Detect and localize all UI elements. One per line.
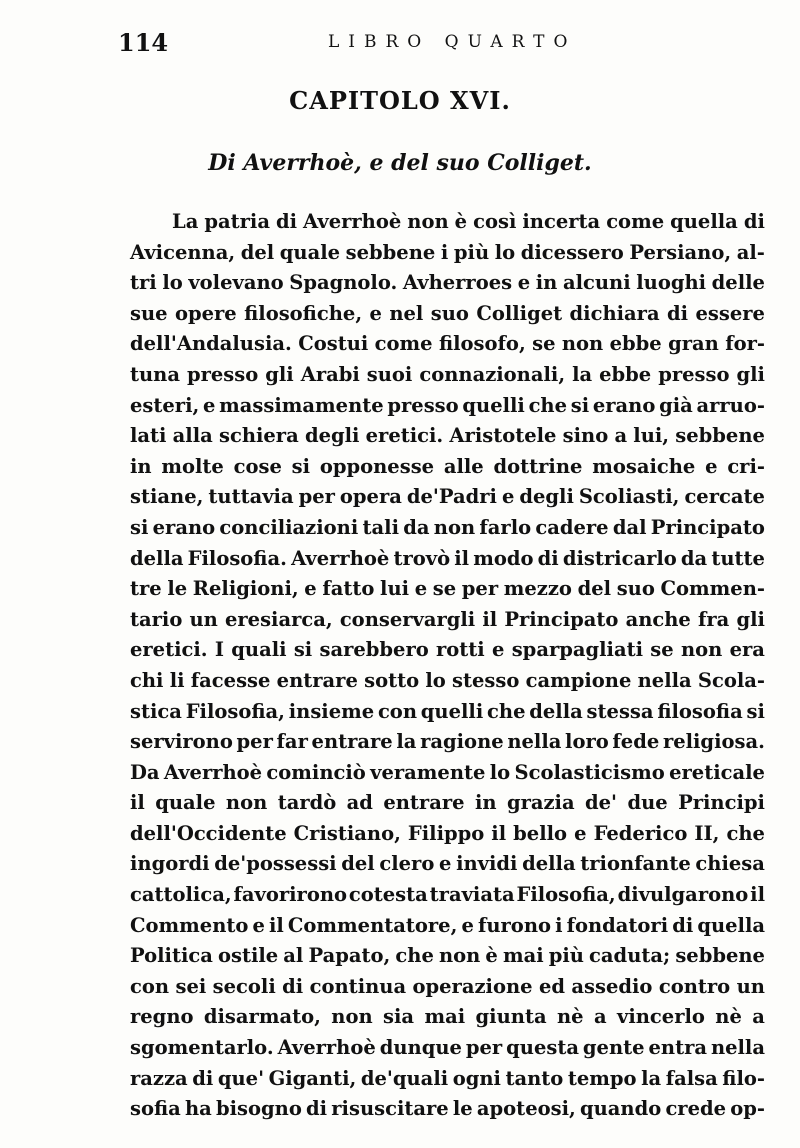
text-line: ingordi de'possessi del clero e invidi della trionfante chiesa [130, 852, 765, 876]
text-line: Politica ostile al Papato, che non è mai più caduta; sebbene [130, 944, 765, 968]
text-line: si erano conciliazioni tali da non farlo cadere dal Principato [130, 515, 765, 539]
text-line: chi li facesse entrare sotto lo stesso campione nella Scola- [130, 668, 765, 692]
text-line: sofia ha bisogno di risuscitare le apoteosi, quando crede op- [130, 1097, 765, 1121]
text-line: sgomentarlo. Averrhoè dunque per questa gente entra nella [130, 1036, 765, 1060]
text-line: eretici. I quali si sarebbero rotti e sparpagliati se non era [130, 638, 765, 662]
chapter-subtitle: Di Averrhoè, e del suo Colliget. [208, 150, 592, 176]
text-line: regno disarmato, non sia mai giunta nè a vincerlo nè a [130, 1005, 765, 1029]
text-line: della Filosofia. Averrhoè trovò il modo di districarlo da tutte [130, 546, 765, 570]
text-line: Commento e il Commentatore, e furono i fondatori di quella [130, 913, 765, 937]
text-line: il quale non tardò ad entrare in grazia de' due Principi [130, 791, 765, 815]
text-line: razza di que' Giganti, de'quali ogni tanto tempo la falsa filo- [130, 1066, 765, 1090]
text-line: dell'Andalusia. Costui come filosofo, se non ebbe gran for- [130, 332, 765, 356]
chapter-title: CAPITOLO XVI. [289, 86, 511, 115]
text-line: tario un eresiarca, conservargli il Principato anche fra gli [130, 607, 765, 631]
text-line: dell'Occidente Cristiano, Filippo il bello e Federico II, che [130, 821, 765, 845]
text-line: La patria di Averrhoè non è così incerta come quella di [172, 210, 765, 233]
running-title: LIBRO QUARTO [328, 32, 577, 52]
running-header [118, 28, 740, 60]
text-line: tuna presso gli Arabi suoi connazionali, la ebbe presso gli [130, 362, 765, 386]
text-line: Da Averrhoè cominciò veramente lo Scolasticismo ereticale [130, 760, 765, 784]
text-line: sue opere filosofiche, e nel suo Colliget dichiara di essere [130, 301, 765, 325]
text-line: tri lo volevano Spagnolo. Avherroes e in alcuni luoghi delle [130, 271, 765, 295]
text-line: esteri, e massimamente presso quelli che si erano già arruo- [130, 393, 765, 417]
text-line: cattolica, favorirono cotesta traviata Filosofia, divulgarono il [130, 883, 765, 907]
text-line: con sei secoli di continua operazione ed assedio contro un [130, 974, 765, 998]
text-line: servirono per far entrare la ragione nella loro fede religiosa. [130, 730, 765, 754]
text-line: lati alla schiera degli eretici. Aristotele sino a lui, sebbene [130, 424, 765, 448]
text-line: Avicenna, del quale sebbene i più lo dicessero Persiano, al- [130, 240, 765, 264]
body-text [130, 207, 765, 1125]
text-line: stica Filosofia, insieme con quelli che della stessa filosofia si [130, 699, 765, 723]
text-line: stiane, tuttavia per opera de'Padri e degli Scoliasti, cercate [130, 485, 765, 509]
page-number: 114 [118, 28, 169, 57]
text-line: tre le Religioni, e fatto lui e se per mezzo del suo Commen- [130, 577, 765, 601]
text-line: in molte cose si opponesse alle dottrine mosaiche e cri- [130, 454, 765, 478]
